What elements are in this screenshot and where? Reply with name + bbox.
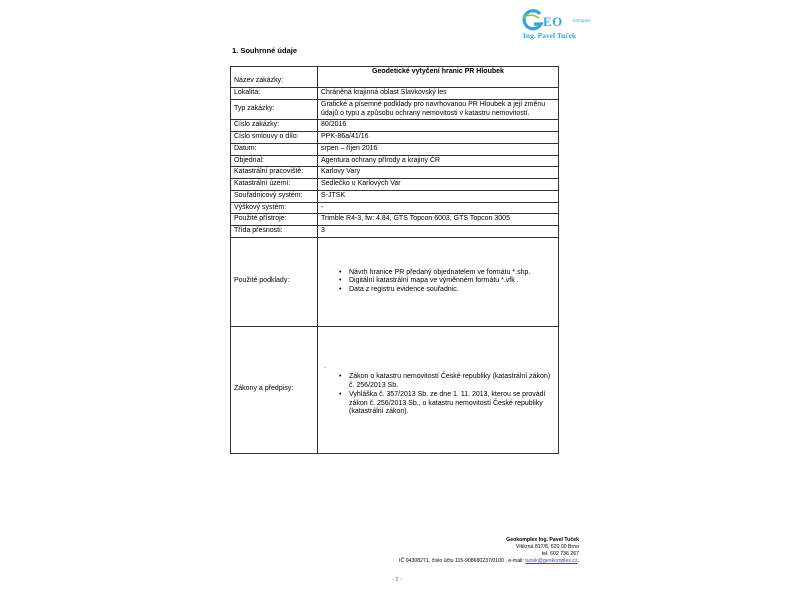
company-logo <box>519 9 591 41</box>
footer-phone: tel. 602 736 267 <box>541 551 579 558</box>
row-label: Název zakázky: <box>231 67 318 88</box>
row-value: Karlovy Vary <box>318 167 559 179</box>
row-value: Sedlečko u Karlových Var <box>318 179 559 191</box>
footer-address: Vítězná 817/8, 620 00 Brno <box>515 544 579 551</box>
row-value <box>318 326 559 453</box>
row-label: Datum: <box>231 143 318 155</box>
table-row <box>231 167 559 179</box>
logo-suffix: komplex <box>573 19 591 24</box>
footer-company: Geokomplex Ing. Pavel Tuček <box>506 537 579 543</box>
table-row-podklady <box>231 237 559 326</box>
row-value: - <box>318 202 559 214</box>
table-row <box>231 67 559 88</box>
footer-email-tail: , <box>577 558 579 565</box>
row-value: Chráněná krajinná oblast Slavkovský les <box>318 88 559 100</box>
list-item: • Návrh hranice PR předaný objednatelem ve formátu *.shp. <box>349 269 555 278</box>
row-value: Agentura ochrany přírody a krajiny ČR <box>318 155 559 167</box>
footer-ids-text: IČ 04308271, číslo účtu 115-908680237/0100 , e-mail: <box>399 558 526 565</box>
summary-table <box>230 66 559 454</box>
row-value: Grafické a písemné podklady pro navrhovanou PR Hloubek a její změnu údajů o typu a způsobu ochrany nemovitosti v katastru nemovitostí. <box>318 99 559 120</box>
row-value: Trimble R4-3, fw: 4.84, GTS Topcon 6003, GTS Topcon 3005 <box>318 214 559 226</box>
logo-brand: EO <box>543 14 563 29</box>
table-row <box>231 226 559 238</box>
list-item: • Zákon o katastru nemovitostí České republiky (katastrální zákon) č. 256/2013 Sb. <box>349 373 555 391</box>
table-row <box>231 190 559 202</box>
project-title: Geodetické vytyčení hranic PR Hloubek <box>372 68 504 75</box>
row-label: Katastrální pracoviště: <box>231 167 318 179</box>
row-value <box>318 67 559 88</box>
list-item: • Vyhláška č. 357/2013 Sb. ze dne 1. 11. 2013, kterou se provádí zákon č. 256/2013 Sb., o katastru nemovitostí České republiky (katastrální zákon). <box>349 391 555 417</box>
table-row <box>231 214 559 226</box>
row-label: Použité podklady: <box>231 237 318 326</box>
row-value <box>318 237 559 326</box>
list-item: • Data z registru evidence souřadnic. <box>349 286 555 295</box>
row-value: srpen – říjen 2016 <box>318 143 559 155</box>
table-row <box>231 143 559 155</box>
row-value: 3 <box>318 226 559 238</box>
table-row <box>231 155 559 167</box>
table-row <box>231 179 559 191</box>
zakony-list <box>321 373 555 417</box>
table-row <box>231 202 559 214</box>
footer-ids <box>399 558 579 565</box>
row-label: Číslo smlouvy o dílo: <box>231 132 318 144</box>
row-label: Třída přesnosti: <box>231 226 318 238</box>
row-label: Lokalita: <box>231 88 318 100</box>
logo-owner: Ing. Pavel Tuček <box>523 31 577 40</box>
row-label: Souřadnicový systém: <box>231 190 318 202</box>
section-title: 1. Souhrnné údaje <box>232 46 298 55</box>
row-label: Výškový systém: <box>231 202 318 214</box>
row-label: Zákony a předpisy: <box>231 326 318 453</box>
row-label: Použité přístroje: <box>231 214 318 226</box>
row-label: Číslo zakázky: <box>231 120 318 132</box>
table-row-zakony <box>231 326 559 453</box>
footer-email-link[interactable]: tucek@geokomplex.cz <box>525 558 578 565</box>
stray-dot: . <box>324 362 326 370</box>
page-footer <box>399 537 579 565</box>
table-row <box>231 132 559 144</box>
podklady-list <box>321 269 555 295</box>
row-label: Typ zakázky: <box>231 99 318 120</box>
row-value: PPK-86a/41/16 <box>318 132 559 144</box>
row-value: S-JTSK <box>318 190 559 202</box>
page-number: - 2 - <box>392 577 402 583</box>
row-value: 80/2016 <box>318 120 559 132</box>
row-label: Katastrální území: <box>231 179 318 191</box>
row-label: Objednal: <box>231 155 318 167</box>
list-item: • Digitální katastrální mapa ve výměnném formátu *.vfk . <box>349 277 555 286</box>
table-row <box>231 88 559 100</box>
table-row <box>231 99 559 120</box>
table-row <box>231 120 559 132</box>
